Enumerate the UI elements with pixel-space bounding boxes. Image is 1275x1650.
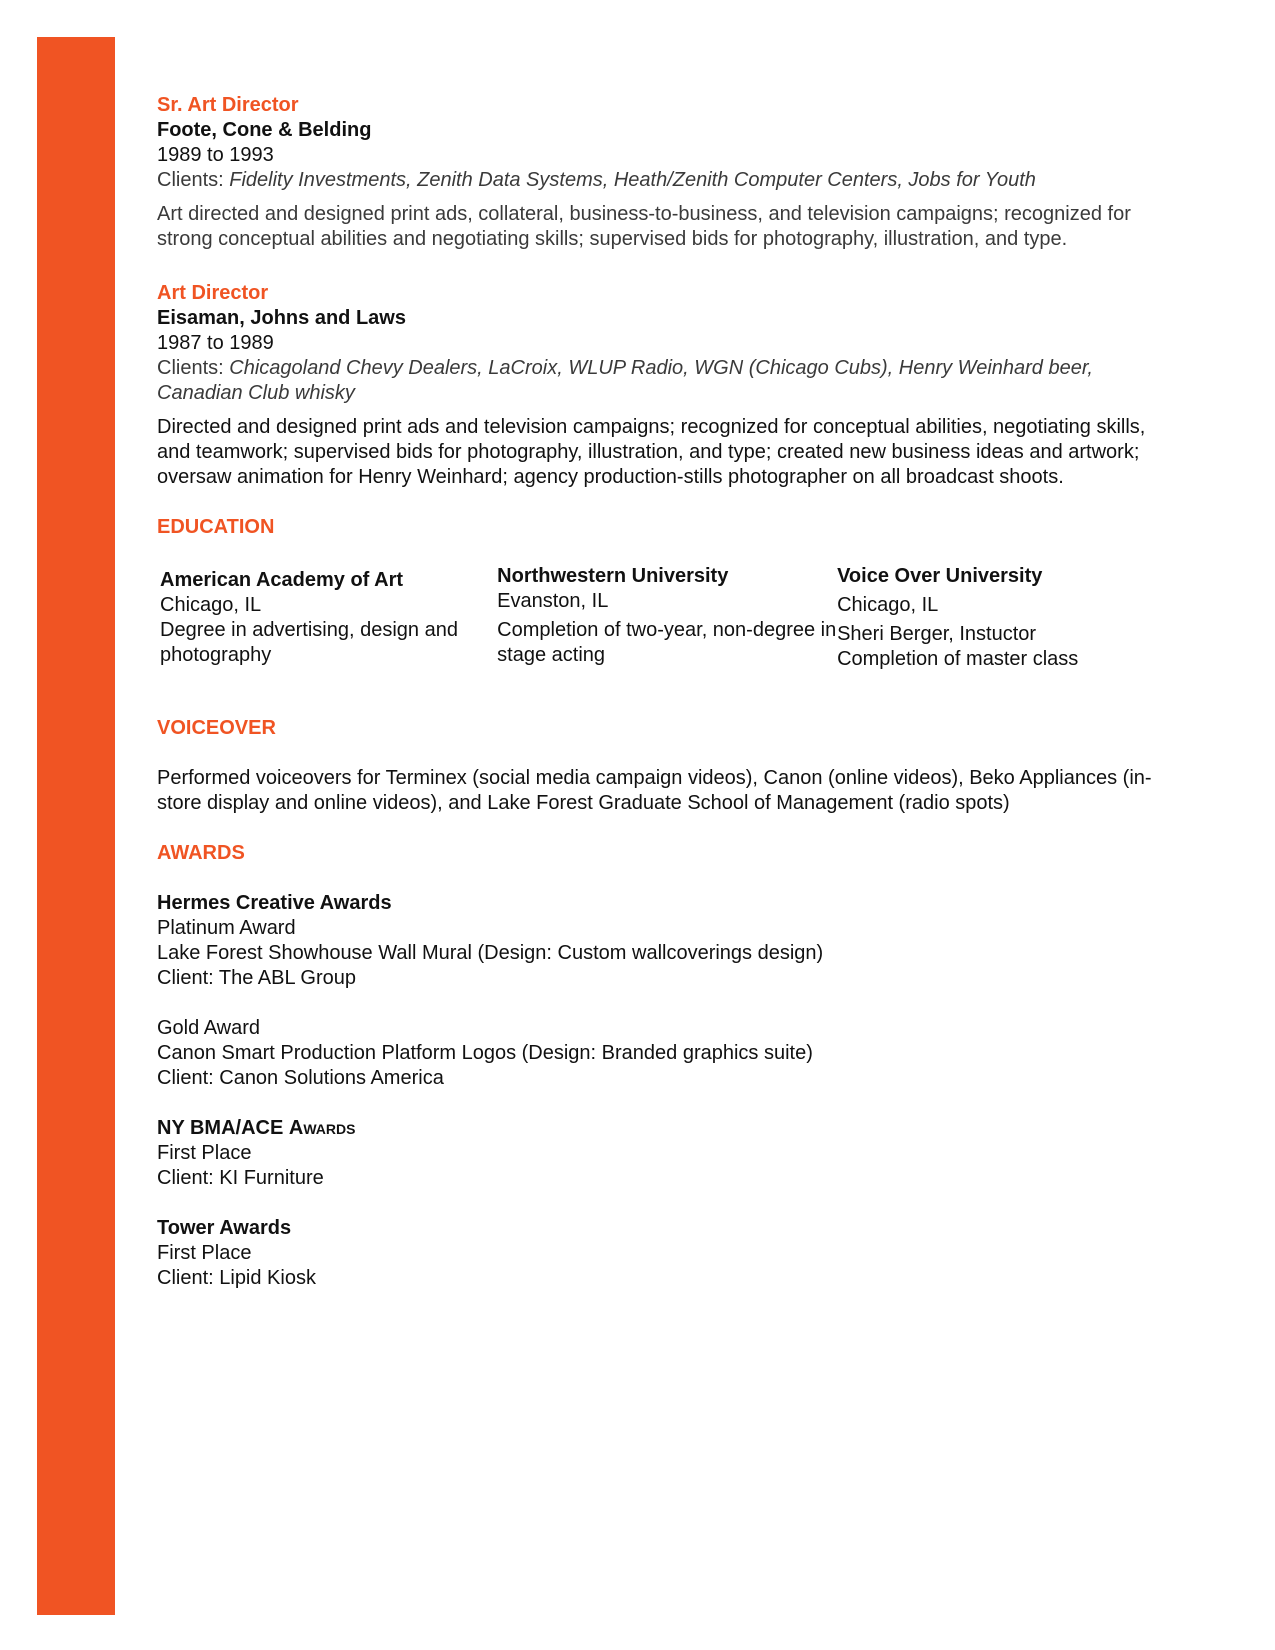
school-name: Voice Over University bbox=[837, 565, 1043, 587]
orange-sidebar-bar bbox=[37, 37, 115, 1615]
award-level: Gold Award bbox=[157, 1017, 261, 1039]
job-description: Art directed and designed print ads, collateral, business-to-business, and television campaigns; recognized for strong conceptual abilities and negotiating skills; supervised bids for photography, illustration, and type. bbox=[157, 203, 1131, 250]
award-name-main: NY BMA/ACE bbox=[157, 1117, 289, 1139]
education-list bbox=[157, 564, 1177, 672]
voiceover-text: Performed voiceovers for Terminex (social media campaign videos), Canon (online videos), Beko Appliances (in-store display and online videos), and Lake Forest Graduate School of Management (radio spots) bbox=[157, 767, 1152, 814]
job-description: Directed and designed print ads and television campaigns; recognized for conceptual abilities, negotiating skills, and teamwork; supervised bids for photography, illustration, and type; created new business ideas and artwork; oversaw animation for Henry Weinhard; agency production-stills photographer on all broadcast shoots. bbox=[157, 416, 1146, 488]
awards-heading: AWARDS bbox=[157, 842, 245, 864]
job-title: Sr. Art Director bbox=[157, 94, 299, 116]
resume-content bbox=[157, 93, 1177, 1291]
job-years: 1987 to 1989 bbox=[157, 332, 274, 354]
clients-label: Clients: bbox=[157, 357, 224, 379]
school-name: American Academy of Art bbox=[160, 569, 404, 591]
award-level: Platinum Award bbox=[157, 917, 296, 939]
award-name: Tower Awards bbox=[157, 1217, 292, 1239]
award-group bbox=[157, 1216, 1177, 1291]
school-detail-2: Completion of master class bbox=[837, 648, 1079, 670]
education-item bbox=[837, 564, 1177, 672]
job-entry bbox=[157, 93, 1177, 252]
school-detail: Degree in advertising, design and photography bbox=[160, 619, 458, 666]
school-location: Evanston, IL bbox=[497, 590, 609, 612]
award-name: Hermes Creative Awards bbox=[157, 892, 392, 914]
clients-list: Chicagoland Chevy Dealers, LaCroix, WLUP Radio, WGN (Chicago Cubs), Henry Weinhard beer, Canadian Club whisky bbox=[157, 357, 1093, 404]
award-work: Canon Smart Production Platform Logos (Design: Branded graphics suite) bbox=[157, 1042, 813, 1064]
job-title: Art Director bbox=[157, 282, 269, 304]
award-name-smallcaps: Awards bbox=[288, 1117, 356, 1139]
job-company: Foote, Cone & Belding bbox=[157, 119, 372, 141]
education-item bbox=[157, 564, 497, 672]
award-level: First Place bbox=[157, 1242, 252, 1264]
education-item bbox=[497, 564, 837, 672]
award-group bbox=[157, 891, 1177, 991]
school-detail: Completion of two-year, non-degree in stage acting bbox=[497, 619, 837, 666]
school-location: Chicago, IL bbox=[160, 594, 262, 616]
clients-label: Clients: bbox=[157, 169, 224, 191]
job-entry bbox=[157, 281, 1177, 490]
clients-list: Fidelity Investments, Zenith Data Systems, Heath/Zenith Computer Centers, Jobs for Youth bbox=[229, 169, 1036, 191]
voiceover-heading: VOICEOVER bbox=[157, 717, 276, 739]
award-client: Client: Lipid Kiosk bbox=[157, 1267, 316, 1289]
job-company: Eisaman, Johns and Laws bbox=[157, 307, 406, 329]
award-client: Client: KI Furniture bbox=[157, 1167, 324, 1189]
award-group bbox=[157, 1016, 1177, 1091]
job-clients bbox=[157, 356, 1177, 406]
award-level: First Place bbox=[157, 1142, 252, 1164]
award-client: Client: Canon Solutions America bbox=[157, 1067, 444, 1089]
award-work: Lake Forest Showhouse Wall Mural (Design: Custom wallcoverings design) bbox=[157, 942, 824, 964]
job-clients bbox=[157, 168, 1177, 193]
award-name bbox=[157, 1116, 1177, 1141]
school-name: Northwestern University bbox=[497, 565, 729, 587]
school-location: Chicago, IL bbox=[837, 594, 939, 616]
award-client: Client: The ABL Group bbox=[157, 967, 357, 989]
job-years: 1989 to 1993 bbox=[157, 144, 274, 166]
award-group bbox=[157, 1116, 1177, 1191]
education-heading: EDUCATION bbox=[157, 516, 275, 538]
school-detail: Sheri Berger, Instuctor bbox=[837, 623, 1037, 645]
